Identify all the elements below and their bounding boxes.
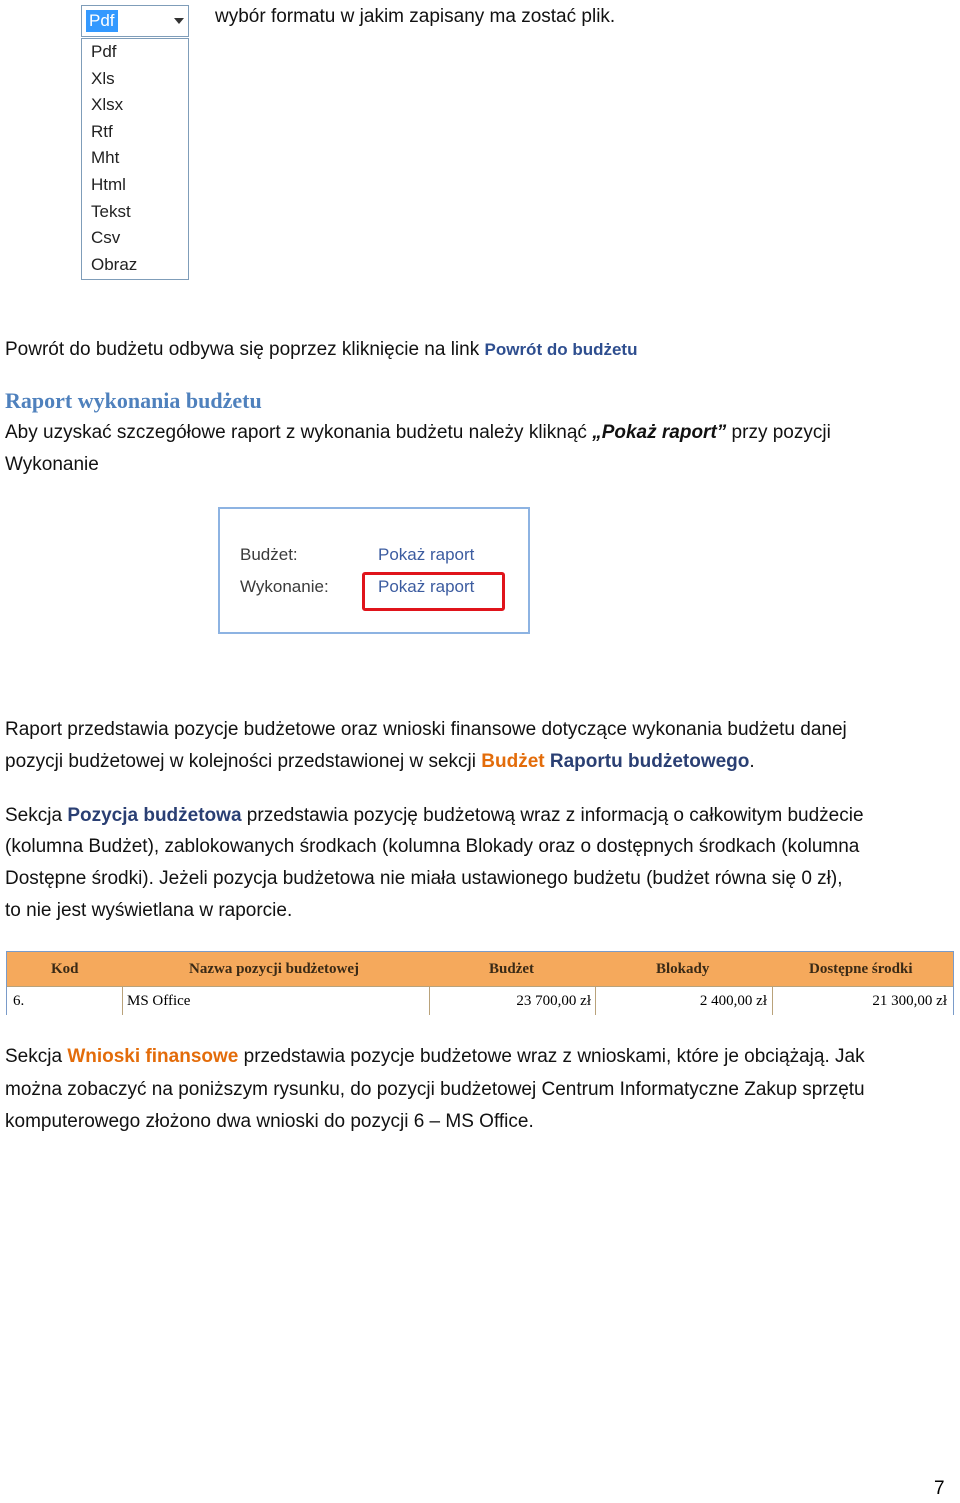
requests-para-line-1 [5,1041,865,1073]
intro-bold: „Pokaż raport” [592,422,727,443]
execution-label: Wykonanie: [240,577,329,596]
dropdown-caption: wybór formatu w jakim zapisany ma zostać plik. [215,6,616,27]
return-text: Powrót do budżetu odbywa się poprzez kliknięcie na link [5,339,485,360]
report-para-line-1: Raport przedstawia pozycje budżetowe oraz wnioski finansowe dotyczące wykonania budżetu danej [5,719,847,740]
budget-show-report-link[interactable]: Pokaż raport [378,545,475,564]
section-para-text: Sekcja [5,805,68,826]
section-para-text-after: przedstawia pozycję budżetową wraz z informacją o całkowitym budżecie [241,805,864,826]
cell-budzet: 23 700,00 zł [516,993,591,1009]
requests-section-ref: Wnioski finansowe [67,1046,239,1067]
format-option-xls[interactable]: Xls [91,68,115,88]
format-option-obraz[interactable]: Obraz [91,254,138,274]
budget-item-table [6,951,954,1015]
header-dostepne: Dostępne środki [809,961,913,977]
cell-divider [429,987,430,1015]
cell-dostepne: 21 300,00 zł [872,993,947,1009]
format-option-tekst[interactable]: Tekst [91,201,131,221]
cell-divider [122,987,123,1015]
section-heading: Raport wykonania budżetu [5,388,262,413]
execution-show-report-link[interactable]: Pokaż raport [378,577,475,596]
intro-line-2: Wykonanie [5,454,99,475]
return-to-budget-link[interactable]: Powrót do budżetu [484,340,638,359]
header-budzet: Budżet [489,961,534,977]
chevron-down-icon[interactable] [174,18,184,24]
intro-line-1 [5,417,831,449]
section-para-line-3: Dostępne środki). Jeżeli pozycja budżetowa nie miała ustawionego budżetu (budżet równa się 0 zł), [5,868,843,889]
format-selected-value: Pdf [86,10,118,32]
format-option-mht[interactable]: Mht [91,148,120,168]
requests-para-text: Sekcja [5,1046,68,1067]
section-para-line-1 [5,800,864,832]
intro-text: Aby uzyskać szczegółowe raport z wykonania budżetu należy kliknąć [5,422,593,443]
page-number: 7 [934,1478,945,1499]
format-select[interactable] [81,5,189,37]
table-row [7,986,953,1015]
format-dropdown[interactable] [81,5,189,279]
cell-divider [595,987,596,1015]
format-option-pdf[interactable]: Pdf [91,42,117,61]
format-option-rtf[interactable]: Rtf [91,121,113,141]
cell-blokady: 2 400,00 zł [699,993,767,1009]
report-links-box [218,507,530,634]
section-para-line-4: to nie jest wyświetlana w raporcie. [5,900,293,921]
section-para-line-2: (kolumna Budżet), zablokowanych środkach (kolumna Blokady oraz o dostępnych środkach (kolumna [5,836,860,857]
format-options-list [81,38,189,280]
format-option-csv[interactable]: Csv [91,228,121,248]
header-nazwa: Nazwa pozycji budżetowej [189,961,359,977]
budget-report-ref: Raportu budżetowego [549,751,750,772]
budget-label: Budżet: [240,545,298,564]
header-kod: Kod [51,961,79,977]
cell-nazwa: MS Office [127,993,191,1009]
return-paragraph [5,334,637,366]
cell-kod: 6. [13,993,25,1009]
highlight-frame [362,572,505,611]
table-header [7,952,953,986]
report-para-end: . [749,751,755,772]
budget-section-ref: Budżet [481,751,545,772]
report-para-text: pozycji budżetowej w kolejności przedstawionej w sekcji [5,751,482,772]
requests-para-text-after: przedstawia pozycje budżetowe wraz z wnioskami, które je obciążają. Jak [238,1046,865,1067]
requests-para-line-3: komputerowego złożono dwa wnioski do pozycji 6 – MS Office. [5,1111,534,1132]
intro-text-after: przy pozycji [726,422,831,443]
format-option-xlsx[interactable]: Xlsx [91,95,124,115]
requests-para-line-2: można zobaczyć na poniższym rysunku, do pozycji budżetowej Centrum Informatyczne Zakup sprzętu [5,1079,865,1100]
format-option-html[interactable]: Html [91,174,126,194]
header-blokady: Blokady [656,961,710,977]
cell-divider [772,987,773,1015]
budget-item-section-ref: Pozycja budżetowa [67,805,242,826]
report-para-line-2 [5,746,755,778]
